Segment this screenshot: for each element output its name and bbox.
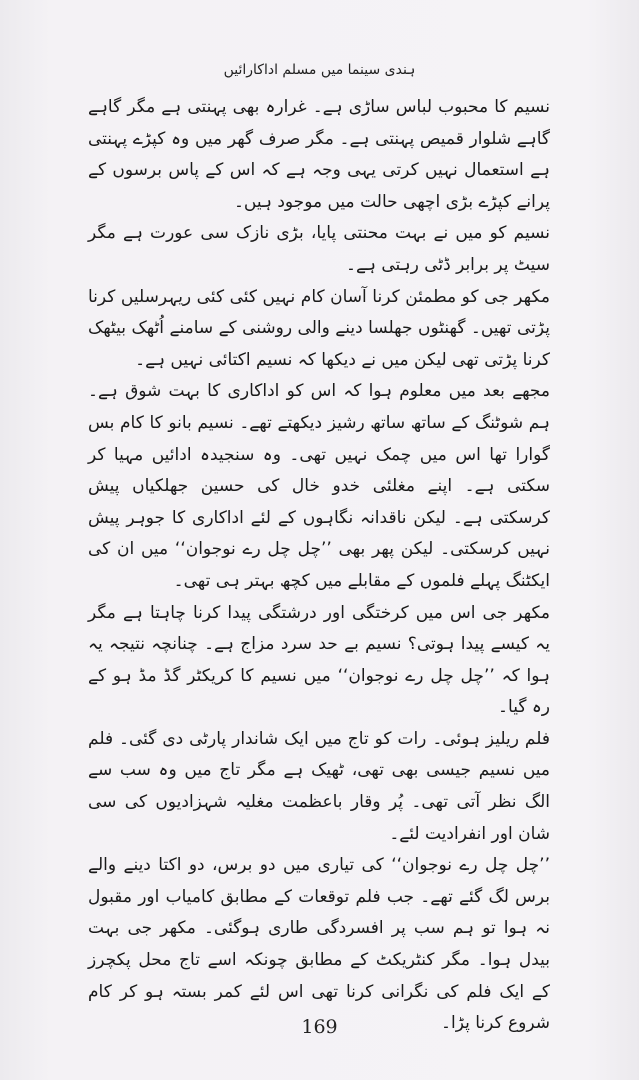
- paragraph: فلم ریلیز ہوئی۔ رات کو تاج میں ایک شاندار پارٹی دی گئی۔ فلم میں نسیم جیسی بھی تھی، ٹھیک ہے مگر تاج میں وہ سب سے الگ نظر آتی تھی۔ پُر وقار باعظمت مغلیہ شہزادیوں کی سی شان اور انفرادیت لئے۔: [88, 728, 550, 844]
- paragraph: نسیم کو میں نے بہت محنتی پایا، بڑی نازک سی عورت ہے مگر سیٹ پر برابر ڈٹی رہتی ہے۔: [88, 223, 550, 275]
- page-number: 169: [301, 1016, 338, 1038]
- paragraph: مکھر جی اس میں کرختگی اور درشتگی پیدا کرنا چاہتا ہے مگر یہ کیسے پیدا ہوتی؟ نسیم بے حد سرد مزاج ہے۔ چنانچہ نتیجہ یہ ہوا کہ ’’چل چل رے نوجوان‘‘ میں نسیم کا کریکٹر گڈ مڈ ہو کے رہ گیا۔: [88, 602, 550, 718]
- paragraph: مجھے بعد میں معلوم ہوا کہ اس کو اداکاری کا بہت شوق ہے۔ ہم شوٹنگ کے ساتھ ساتھ رشیز دیکھتے تھے۔ نسیم بانو کا کام بس گوارا تھا اس میں چمک نہیں تھی۔ وہ سنجیدہ ادائیں مہیا کر سکتی ہے۔ اپنے مغلئی خدو خال کی حسین جھلکیاں پیش کرسکتی ہے۔ لیکن ناقدانہ نگاہوں کے لئے اداکاری کا جوہر پیش نہیں کرسکتی۔ لیکن پھر بھی ’’چل چل رے نوجوان‘‘ میں ان کی ایکٹنگ پہلے فلموں کے مقابلے میں کچھ بہتر ہی تھی۔: [88, 381, 550, 591]
- paragraph: نسیم کا محبوب لباس ساڑی ہے۔ غرارہ بھی پہنتی ہے مگر گاہے گاہے شلوار قمیص پہنتی ہے۔ مگر صرف گھر میں وہ کپڑے پہنتی ہے استعمال نہیں کرتی یہی وجہ ہے کہ اس کے پاس برسوں کے پرانے کپڑے بڑی اچھی حالت میں موجود ہیں۔: [88, 97, 550, 212]
- paragraph: ’’چل چل رے نوجوان‘‘ کی تیاری میں دو برس، دو اکتا دینے والے برس لگ گئے تھے۔ جب فلم توقعات کے مطابق کامیاب اور مقبول نہ ہوا تو ہم سب پر افسردگی طاری ہوگئی۔ مکھر جی بہت بیدل ہوا۔ مگر کنٹریکٹ کے مطابق چونکہ اسے تاج محل پکچرز کے ایک فلم کی نگرانی کرنا تھی اس لئے کمر بستہ ہو کر کام شروع کرنا پڑا۔: [88, 855, 550, 1034]
- running-head-title: ہندی سینما میں مسلم اداکارائیں: [223, 62, 416, 78]
- paragraph: مکھر جی کو مطمئن کرنا آسان کام نہیں کئی کئی ریہرسلیں کرنا پڑتی تھیں۔ گھنٹوں جھلسا دینے والی روشنی کے سامنے اُٹھک بیٹھک کرنا پڑتی تھی لیکن میں نے دیکھا کہ نسیم اکتائی نہیں ہے۔: [88, 286, 550, 370]
